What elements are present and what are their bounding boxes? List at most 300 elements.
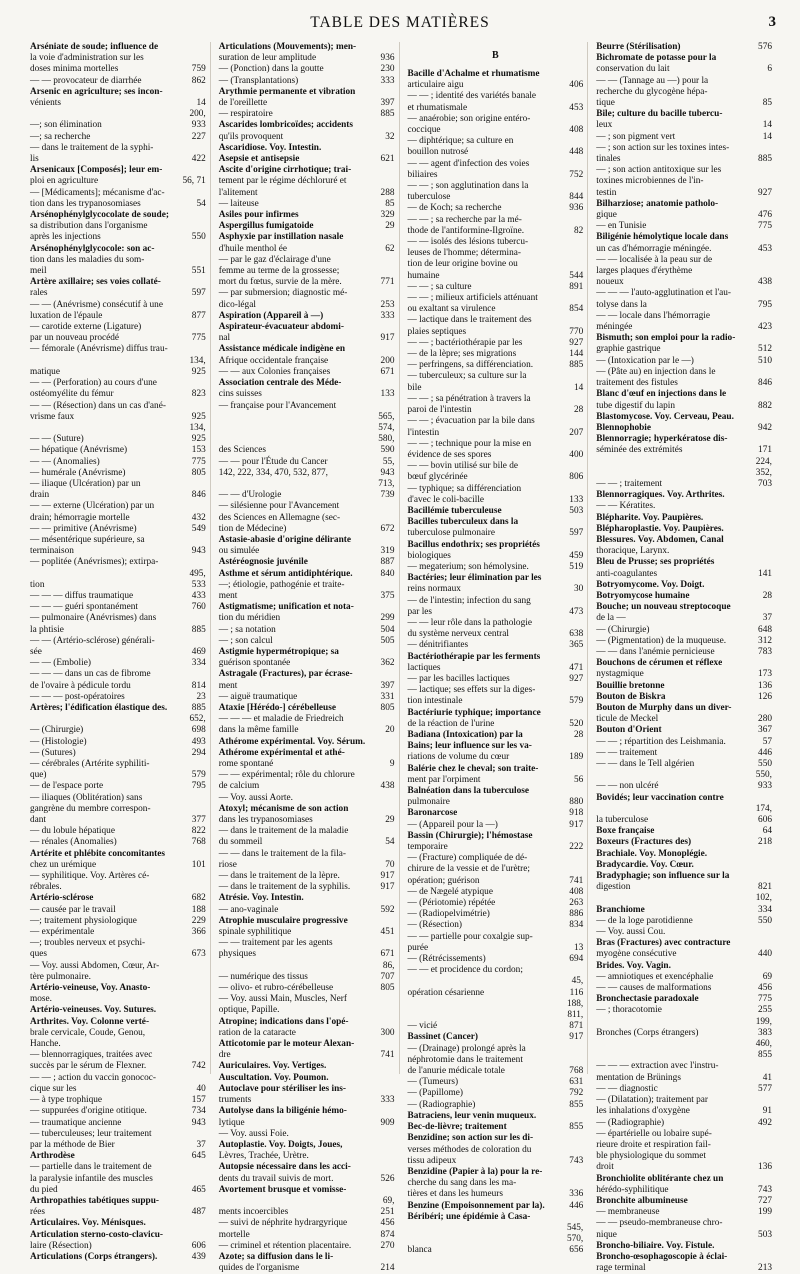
entry-page-ref: 20 [385,725,395,736]
entry-text: — — isolés des lésions tubercu- [407,237,529,248]
entry-page-ref: 512 [758,344,772,355]
entry-text: Asepsie et antisepsie [218,154,300,165]
entry-text: nystagmique [596,669,644,680]
entry-text: — perfringens, sa différenciation. [407,360,534,371]
entry-text: Artério-sclérose [30,893,94,904]
entry-text: — — diagnostic [596,1083,658,1094]
entry-page-ref: 459 [569,550,584,561]
index-entry [596,636,772,647]
entry-text: — ; son pigment vert [596,131,676,142]
entry-page-ref: 433 [191,590,206,601]
entry-text: — ; son calcul [218,635,273,646]
entry-text: la phtisie [30,624,64,635]
entry-page-ref: 645 [191,1151,206,1162]
entry-text: du pied [30,1184,58,1195]
entry-text: —; son élimination [30,120,102,131]
index-entry [596,389,772,400]
entry-text: Bilharziose; anatomie patholo- [596,198,719,209]
entry-text: — suivi de néphrite hydrargyrique [218,1218,348,1229]
entry-text: drain [30,490,50,501]
entry-page-ref: 55, [382,456,395,467]
index-entry [408,618,584,629]
entry-page-ref: 28 [573,729,584,740]
index-entry [596,1196,772,1207]
entry-page-ref: 743 [569,1155,584,1166]
index-entry [219,412,395,457]
entry-text: — — (Perforation) au cours d'une [30,378,157,389]
entry-text: mortelle [218,1229,250,1240]
index-entry [408,898,584,909]
entry-page-ref: 885 [569,360,584,371]
index-entry [596,849,772,860]
entry-text: Baronarcose [407,808,458,819]
index-entry [596,423,772,434]
entry-page-ref: 438 [758,277,772,288]
index-entry [596,725,772,736]
page-title: TABLE DES MATIÈRES [310,14,490,31]
entry-page-ref: 141 [758,568,772,579]
entry-page-ref: 333 [380,1095,395,1106]
entry-page-ref: 713, 739 [378,478,395,501]
entry-page-ref: 943 [191,546,206,557]
entry-text: Astasie-abasie d'origine délirante [218,534,351,545]
entry-text: — expérimentale [30,927,95,938]
index-entry [219,221,395,232]
entry-text: thoracique, Larynx. [596,546,670,557]
index-entry [408,304,584,315]
entry-text: tuberculose [407,192,451,203]
entry-page-ref: 199 [758,1207,772,1218]
index-entry [596,1017,772,1039]
index-entry [408,248,584,259]
entry-text: tement par le régime déchloruré et [218,176,347,187]
index-entry [596,412,772,423]
entry-page-ref: 56, 71 [182,176,206,187]
entry-page-ref: 144 [569,349,584,360]
entry-page-ref: 134, 925 [189,422,206,445]
entry-text: ticule de Meckel [596,714,659,725]
entry-text: Bras (Fractures) avec contracture [596,938,731,949]
entry-text: — — traitement par les agents [218,938,333,949]
entry-text: hérédo-syphilitique [596,1184,669,1195]
entry-page-ref: 188 [191,904,206,915]
index-entry [596,793,772,804]
entry-text: — — — guéri spontanément [30,602,138,613]
index-entry [30,87,206,98]
entry-text: Articulations (Mouvements); men- [218,42,357,52]
entry-page-ref: 451 [380,927,395,938]
index-entry [30,109,206,131]
entry-text: la tuberculose [596,815,649,826]
index-entry [408,775,584,786]
index-entry [219,826,395,837]
entry-page-ref: 134, 925 [189,355,206,377]
entry-text: tion du méridien [218,613,281,624]
index-entry [219,613,395,624]
entry-page-ref: 69 [762,971,772,982]
entry-text: riose [218,859,237,870]
entry-text: — — ; action du vaccin gonococ- [30,1072,156,1083]
entry-page-ref: 918 [569,808,584,819]
entry-text: Balnéation dans la tuberculose [407,786,529,796]
index-entry [596,1263,772,1274]
entry-text: Benzine (Empoisonnement par la). [407,1200,545,1211]
index-entry [219,1017,395,1028]
index-entry [596,916,772,927]
entry-page-ref: 550, 933 [755,770,772,792]
index-entry [408,1167,584,1178]
index-entry [219,300,395,311]
index-entry [596,1118,772,1129]
entry-page-ref: 157 [191,1095,206,1106]
index-entry [408,416,584,427]
entry-text: par la méthode de Bier [30,1139,115,1150]
entry-page-ref: 473 [569,606,584,617]
entry-text: physiques [218,949,256,960]
index-entry [408,999,584,1033]
index-entry [408,1077,584,1088]
index-entry [219,669,395,680]
entry-page-ref: 9 [389,759,395,769]
entry-page-ref: 438 [380,781,395,792]
entry-text: — membraneuse [596,1207,660,1218]
entry-page-ref: 579 [569,696,584,707]
entry-page-ref: 917 [380,871,395,882]
index-entry [596,513,772,524]
index-entry [219,535,395,546]
index-entry [30,76,206,87]
entry-page-ref: 14 [762,131,772,142]
entry-text: chirure de la vessie et de l'urètre; [407,864,530,875]
index-entry [596,770,772,792]
index-entry [30,490,206,501]
entry-text: — — dans l'anémie pernicieuse [596,646,715,657]
index-entry [596,882,772,893]
index-entry [30,98,206,109]
entry-text: Articulaires. Voy. Ménisques. [30,1218,146,1229]
entry-text: — — ; sa culture [407,281,472,292]
entry-text: Assistance médicale indigène en [218,344,346,355]
entry-text: — tuberculeux; sa culture sur la [407,371,527,382]
entry-text: rales [30,288,48,299]
entry-page-ref: 102, 334 [755,893,772,915]
entry-text: Auriculaires. Voy. Vertiges. [218,1061,327,1072]
entry-text: ments incoercibles [218,1207,289,1218]
index-entry [408,573,584,584]
index-entry [596,949,772,960]
entry-text: Bacillémie tuberculeuse [407,505,502,516]
entry-text: — — et procidence du cordon; [407,965,523,976]
index-entry [408,741,584,752]
index-entry [408,259,584,270]
index-entry [219,98,395,109]
entry-text: Bactériothérapie par les ferments [407,651,541,662]
entry-text: Blennorragiques. Voy. Arthrites. [596,490,725,501]
index-entry [408,383,584,394]
entry-text: — — causes de malformations [596,983,712,994]
entry-text: tère pulmonaire. [30,971,91,982]
entry-text: qu'ils provoquent [218,131,284,142]
entry-text: mort du fœtus, survie de la mère. [218,277,342,288]
entry-text: larges plaques d'érythème [596,266,693,277]
index-entry [30,165,206,176]
index-entry [596,647,772,658]
entry-text: optique, Papille. [218,1005,280,1016]
entry-page-ref: 503 [569,505,584,516]
index-entry [30,882,206,893]
entry-page-ref: 453 [569,102,584,113]
index-entry [408,114,584,125]
entry-page-ref: 91 [762,1106,772,1117]
index-entry [30,378,206,389]
entry-page-ref: 331 [380,691,395,702]
entry-text: séminée des extrémités [596,445,683,456]
entry-text: — rénales (Anomalies) [30,837,117,848]
entry-text: tique [596,98,615,109]
index-entry [596,42,772,53]
index-entry [219,1050,395,1061]
entry-page-ref: 333 [380,75,395,86]
entry-text: Ascaridiose. Voy. Intestin. [218,142,322,153]
entry-page-ref: 13 [573,942,584,953]
entry-text: des Sciences en Allemagne (sec- [218,512,341,523]
entry-page-ref: 397 [380,680,395,691]
entry-page-ref: 334 [191,658,206,669]
index-entry [219,1196,395,1218]
entry-page-ref: 207 [569,427,584,438]
entry-page-ref: 439 [191,1251,206,1262]
entry-text: Bactériurie typhique; importance [407,707,541,718]
index-entry [30,468,206,479]
entry-text: — respiratoire [218,109,273,120]
entry-text: — partielle dans le traitement de [30,1162,152,1173]
index-entry [219,1005,395,1016]
entry-page-ref: 505 [380,635,395,646]
entry-page-ref: 672 [380,523,395,534]
entry-page-ref: 917 [380,882,395,893]
entry-text: mentation de Brünings [596,1072,681,1083]
index-entry [596,188,772,199]
entry-text: — lactique; ses effets sur la diges- [407,685,536,696]
entry-text: — — locale dans l'hémorragie [596,310,710,321]
index-entry [219,871,395,882]
index-entry [219,546,395,557]
index-entry [408,170,584,181]
entry-text: d'avec le coli-bacille [407,494,485,505]
index-entry [596,546,772,557]
entry-page-ref: 775 [758,221,772,232]
entry-text: sa distribution dans l'organisme [30,221,148,232]
index-entry [408,439,584,450]
entry-text: de la réaction de l'urine [407,718,495,729]
entry-text: — — aux Colonies françaises [218,366,331,377]
entry-text: noueux [596,277,624,288]
entry-text: — syphilitique. Voy. Artères cé- [30,871,150,882]
entry-page-ref: 41 [762,1072,772,1083]
entry-text: Arsenic en agriculture; ses incon- [30,86,163,97]
entry-text: brale cervicale, Coude, Genou, [30,1027,146,1038]
index-entry [219,277,395,288]
index-entry [408,954,584,965]
entry-text: de l'oreillette [218,98,268,109]
entry-page-ref: 770 [569,326,584,337]
index-entry [30,412,206,423]
index-entry [30,277,206,288]
entry-page-ref: 577 [758,1083,772,1094]
index-entry [596,154,772,165]
index-entry [596,244,772,255]
entry-text: Artério-veineuse, Voy. Anasto- [30,983,151,994]
index-entry [408,551,584,562]
entry-page-ref: 550 [191,232,206,243]
entry-page-ref: 840 [380,568,395,579]
entry-text: cherche du sang dans les ma- [407,1178,517,1189]
index-entry [219,591,395,602]
index-entry [408,853,584,864]
entry-text: bœuf glycérinée [407,472,468,483]
index-entry [408,943,584,954]
entry-page-ref: 440 [758,949,772,960]
entry-text: — blennorragiques, traitées avec [30,1050,153,1061]
index-entry [30,793,206,804]
index-entry [408,920,584,931]
entry-page-ref: 37 [762,613,772,624]
index-entry [219,949,395,960]
index-entry [408,820,584,831]
entry-page-ref: 759 [191,64,206,75]
index-entry [30,188,206,199]
entry-page-ref: 606 [191,1240,206,1251]
index-entry [30,1061,206,1072]
index-entry [408,752,584,763]
entry-text: — — pour l'Étude du Cancer [218,456,328,467]
entry-page-ref: 510 [758,355,772,366]
entry-text: Bacille d'Achalme et rhumatisme [407,69,540,79]
index-entry [219,658,395,669]
entry-page-ref: 288 [380,187,395,198]
entry-text: — causée par le travail [30,904,116,915]
entry-page-ref: 549 [191,523,206,534]
entry-text: Batraciens, leur venin muqueux. [407,1110,537,1121]
entry-page-ref: 62 [385,243,395,254]
entry-text: —; sa recherche [30,131,91,142]
index-entry [596,625,772,636]
entry-text: Blépharoplastie. Voy. Paupières. [596,523,724,534]
entry-text: Broncho-œsophagoscopie à éclai- [596,1251,728,1262]
index-entry [408,338,584,349]
entry-text: Blastomycose. Voy. Cerveau, Peau. [596,411,734,422]
entry-text: — numérique des tissus [218,971,308,982]
entry-page-ref: 885 [380,109,395,120]
index-entry [219,199,395,210]
entry-page-ref: 365 [569,640,584,651]
index-entry [596,972,772,983]
entry-page-ref: 775 [191,456,206,467]
entry-page-ref: 592 [380,904,395,915]
index-entry [596,1140,772,1151]
index-entry [408,965,584,976]
index-entry [30,737,206,748]
index-entry [30,53,206,64]
entry-page-ref: 673 [191,949,206,960]
index-entry [30,893,206,904]
entry-text: Bovidés; leur vaccination contre [596,792,724,803]
index-entry [408,428,584,439]
index-entry [30,232,206,243]
entry-page-ref: 133 [569,494,584,505]
entry-text: — — ; répartition des Leishmania. [596,736,726,747]
entry-text: suration de leur amplitude [218,53,317,64]
index-entry [596,401,772,412]
index-entry [30,837,206,848]
entry-page-ref: 917 [380,333,395,344]
entry-text: Botryomycose humaine [596,590,690,601]
entry-text: — megaterium; son hémolysine. [407,561,529,572]
entry-page-ref: 814 [191,680,206,691]
index-entry [219,815,395,826]
entry-text: du système nerveux central [407,629,509,640]
index-entry [30,322,206,333]
entry-page-ref: 367 [758,725,772,736]
entry-text: Arsénophénylglycocolate de soude; [30,210,169,221]
index-entry [596,871,772,882]
entry-text: — par le gaz d'éclairage d'une [218,254,331,265]
entry-text: ment [218,680,238,691]
index-entry [30,849,206,860]
index-entry [219,837,395,848]
entry-page-ref: 805 [380,983,395,994]
entry-text: — (Chirurgie) [30,725,84,736]
entry-text: que) [30,770,47,781]
index-entry [219,1129,395,1140]
entry-text: Bradycardie. Voy. Cœur. [596,859,694,870]
entry-text: —; étiologie, pathogénie et traite- [218,579,345,590]
index-entry [408,708,584,719]
entry-text: Ascarides lombricoïdes; accidents [218,120,354,131]
entry-text: — — non ulcéré [596,781,659,792]
index-entry [596,378,772,389]
entry-page-ref: 576 [758,42,772,52]
entry-text: Bouton d'Orient [596,725,662,736]
entry-text: — cérébrales (Artérite syphiliti- [30,759,150,769]
index-entry [30,714,206,736]
entry-text: — laiteuse [218,198,259,209]
entry-text: opération; guérison [407,875,480,886]
entry-text: — dans le traitement de la syphi- [30,142,154,153]
entry-text: Aspirateur-évacuateur abdomi- [218,322,344,333]
index-entry [596,356,772,367]
entry-text: — de la lèpre; ses migrations [407,349,517,360]
entry-text: — (Papillome) [407,1088,464,1099]
entry-text: meil [30,266,47,277]
index-entry [596,703,772,714]
entry-page-ref: 469 [191,646,206,657]
entry-page-ref: 101 [191,859,206,870]
index-entry [219,770,395,781]
index-entry [408,91,584,102]
entry-text: — — (Suture) [30,434,84,445]
entry-text: dant [30,815,47,826]
entry-text: de la — [596,613,626,624]
index-entry [30,423,206,445]
entry-page-ref: 771 [380,277,395,288]
entry-page-ref: 408 [569,125,584,136]
index-entry [30,1118,206,1129]
entry-text: du sommeil [218,837,263,848]
index-entry [30,501,206,512]
index-entry [596,748,772,759]
entry-page-ref: 270 [380,1240,395,1251]
